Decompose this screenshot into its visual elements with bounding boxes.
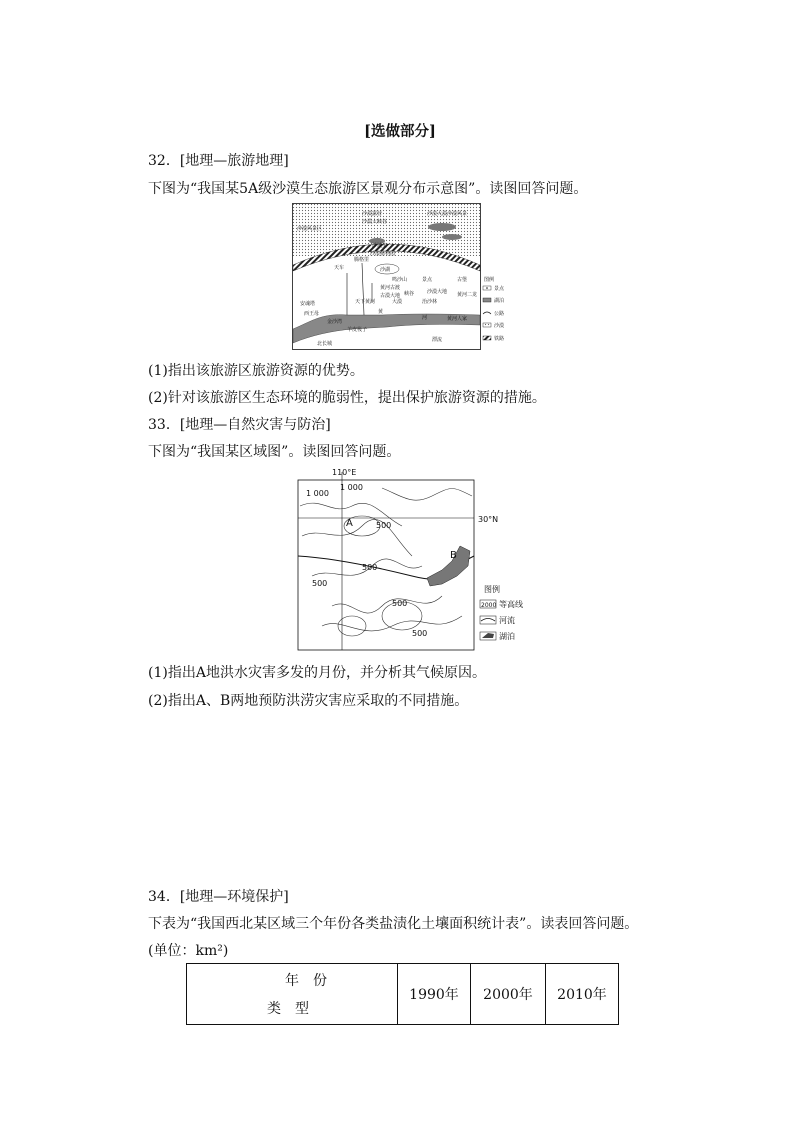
map1-label: 河 xyxy=(422,315,428,321)
map2-lon-label: 110°E xyxy=(332,468,357,477)
map2-legend-item: 河流 xyxy=(499,616,515,625)
map1-legend-item: 景点 xyxy=(494,286,505,292)
map1-label: 沙漠大漠沙漠风景 xyxy=(427,211,468,217)
map2-contour-label: 1 000 xyxy=(306,489,329,498)
map1-legend-item: 湖泊 xyxy=(494,298,505,304)
q34-table xyxy=(186,963,619,1025)
map1-label: 羊皮筏子 xyxy=(347,327,368,333)
q34-unit: (单位：km²) xyxy=(148,943,229,959)
map2-legend-sample: 2000 xyxy=(481,602,497,609)
map1-label: 沙漠露营 xyxy=(362,211,383,217)
q33-region-map xyxy=(292,466,523,652)
map1-label: 沙坡头 xyxy=(372,243,388,249)
map1-label: 黄河古渡 xyxy=(380,285,401,291)
q32-tourism-map xyxy=(292,203,510,350)
map2-legend-title: 图例 xyxy=(484,585,500,594)
map1-label: 漂流 xyxy=(432,337,443,343)
map1-label: 景点 xyxy=(422,277,433,283)
q32-sub1: (1)指出该旅游区旅游资源的优势。 xyxy=(148,363,364,379)
map2-contour-label: 500 xyxy=(312,579,328,588)
map1-label: 大漠 xyxy=(392,299,403,305)
map2-point-a: A xyxy=(346,518,353,529)
map1-label: 北长城 xyxy=(317,341,333,347)
map2-point-b: B xyxy=(450,550,457,561)
map1-legend-item: 沙漠 xyxy=(494,323,505,329)
q32-intro: 下图为“我国某5A级沙漠生态旅游区景观分布示意图”。读图回答问题。 xyxy=(148,181,588,197)
section-title: [选做部分] xyxy=(364,123,436,140)
map2-contour-label: 500 xyxy=(376,521,392,530)
map2-contour-label: 500 xyxy=(412,629,428,638)
map1-label: 黄河人家 xyxy=(447,316,468,322)
map2-contour-label: 500 xyxy=(392,599,408,608)
q34-heading: 34．[地理—环境保护] xyxy=(148,889,289,905)
map1-label: 鸣沙山 xyxy=(392,277,408,283)
map1-label: 腾格里 xyxy=(354,257,370,263)
map2-contour-label: 500 xyxy=(362,563,378,572)
map1-label: 金沙湾 xyxy=(327,319,343,325)
table-header-year: 年 份 xyxy=(285,973,327,989)
map1-legend-item: 铁路 xyxy=(494,336,505,342)
map2-legend-item: 等高线 xyxy=(499,600,523,609)
map1-label: 黄河二龙 xyxy=(457,292,478,298)
map2-lat-label: 30°N xyxy=(478,515,499,524)
q33-sub1: (1)指出A地洪水灾害多发的月份，并分析其气候原因。 xyxy=(148,665,486,681)
q32-heading: 32．[地理—旅游地理] xyxy=(148,153,289,169)
q34-intro: 下表为“我国西北某区域三个年份各类盐渍化土壤面积统计表”。读表回答问题。 xyxy=(148,916,639,932)
map2-legend-item: 湖泊 xyxy=(499,632,515,641)
table-header-col: 1990年 xyxy=(398,964,471,1025)
q33-intro: 下图为“我国某区域图”。读图回答问题。 xyxy=(148,444,401,460)
map1-label: 天下黄河 xyxy=(355,299,376,305)
map1-label: 沙漠风景区 xyxy=(297,226,323,232)
map2-contour-label: 1 000 xyxy=(340,483,363,492)
map1-label: 峡谷 xyxy=(404,291,415,297)
q32-sub2: (2)针对该旅游区生态环境的脆弱性，提出保护旅游资源的措施。 xyxy=(148,390,546,406)
q33-heading: 33．[地理—自然灾害与防治] xyxy=(148,417,331,433)
table-header-col: 2000年 xyxy=(471,964,546,1025)
map1-label: 沙漠大峡谷 xyxy=(362,219,388,225)
map1-label: 黄 xyxy=(378,309,384,315)
map1-label: 沙漠大地 xyxy=(427,289,448,295)
table-header-type: 类 型 xyxy=(267,1001,309,1017)
table-header-col: 2010年 xyxy=(546,964,619,1025)
table-header-diagonal-cell xyxy=(187,964,398,1025)
map1-legend-item: 公路 xyxy=(494,311,505,317)
map1-label: 古堡 xyxy=(457,277,468,283)
map1-label: 沙漠植物园 xyxy=(370,251,396,257)
map1-label: 治沙林 xyxy=(422,299,438,305)
map1-label: 安魂塔 xyxy=(300,301,316,307)
map1-label: 天车 xyxy=(334,265,345,271)
map1-label: 古漠大地 xyxy=(380,293,401,299)
map1-label: 西王母 xyxy=(304,311,320,317)
map1-legend-title: 图例 xyxy=(484,277,495,283)
map1-label: 沙湖 xyxy=(380,267,391,273)
q33-sub2: (2)指出A、B两地预防洪涝灾害应采取的不同措施。 xyxy=(148,693,469,709)
